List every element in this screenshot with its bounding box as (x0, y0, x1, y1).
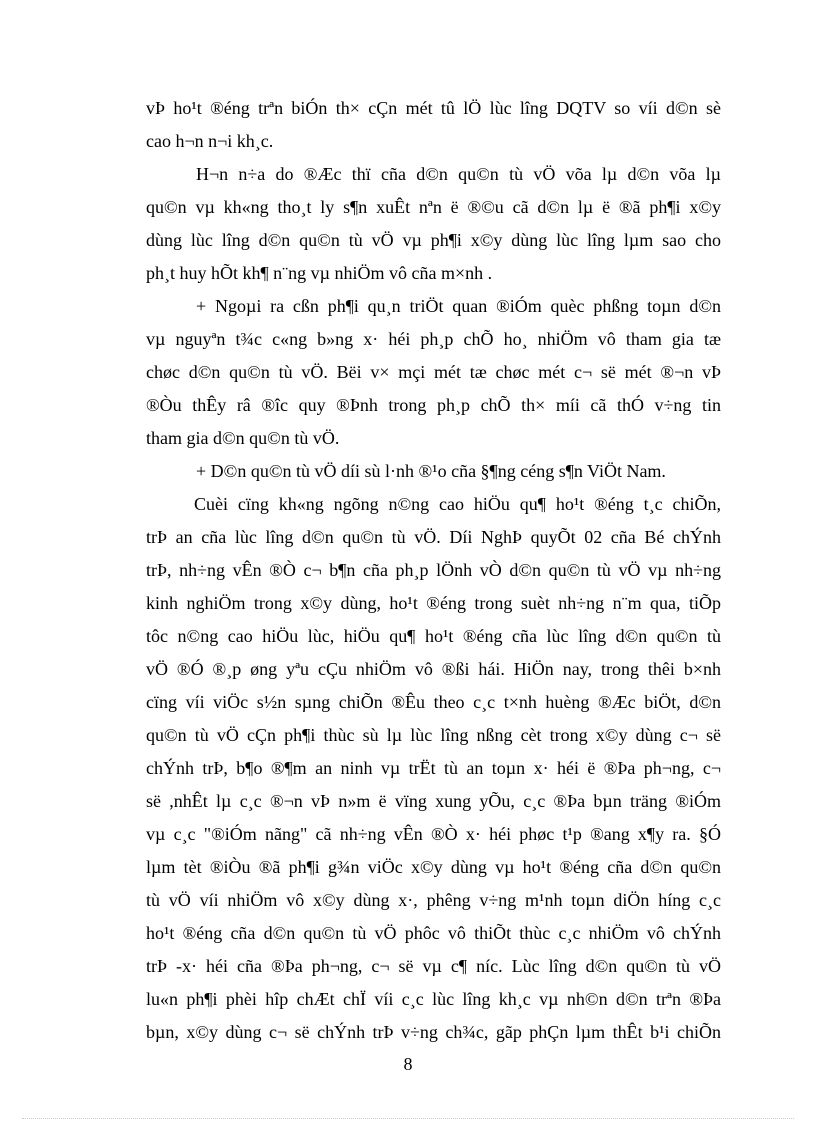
text-line: ®Òu thÊy râ ®îc quy ®Þnh trong ph¸p chÕ th× míi cã thÓ v÷ng tin (146, 395, 721, 415)
text-line: trÞ -x· héi cña ®Þa ph¬ng, c¬ së vµ c¶ níc. Lùc lîng d©n qu©n tù vÖ (146, 956, 721, 976)
text-line: tù vÖ víi nhiÖm vô x©y dùng x·, phêng v÷ng m¹nh toµn diÖn híng c¸c (146, 890, 721, 910)
text-line: chÝnh trÞ, b¶o ®¶m an ninh vµ trËt tù an toµn x· héi ë ®Þa ph¬ng, c¬ (146, 758, 721, 778)
text-line: së ,nhÊt lµ c¸c ®¬n vÞ n»m ë vïng xung yÕu, c¸c ®Þa bµn träng ®iÓm (146, 791, 721, 811)
text-line: vÞ ho¹t ®éng trªn biÓn th× cÇn mét tû lÖ lùc lîng DQTV so víi d©n sè (146, 98, 721, 118)
text-line: cao h¬n n¬i kh¸c. (146, 131, 274, 151)
text-line: dùng lùc lîng d©n qu©n tù vÖ vµ ph¶i x©y dùng lùc lîng lµm sao cho (146, 230, 721, 250)
text-line: vµ c¸c "®iÓm nãng" cã nh÷ng vÊn ®Ò x· héi phøc t¹p ®ang x¶y ra. §Ó (146, 824, 721, 844)
text-line: chøc d©n qu©n tù vÖ. Bëi v× mçi mét tæ chøc mét c¬ së mét ®¬n vÞ (146, 362, 721, 382)
text-line: vÖ ®Ó ®¸p øng yªu cÇu nhiÖm vô ®ßi hái. HiÖn nay, trong thêi b×nh (146, 659, 721, 679)
text-line: cïng víi viÖc s½n sµng chiÕn ®Êu theo c¸c t×nh huèng ®Æc biÖt, d©n (146, 692, 721, 712)
text-line: + Ngoµi ra cßn ph¶i qu¸n triÖt quan ®iÓm quèc phßng toµn d©n (196, 296, 721, 316)
text-line: qu©n tù vÖ cÇn ph¶i thùc sù lµ lùc lîng nßng cèt trong x©y dùng c¬ së (146, 725, 721, 745)
text-line: kinh nghiÖm trong x©y dùng, ho¹t ®éng trong suèt nh÷ng n¨m qua, tiÕp (146, 593, 721, 613)
text-line: ph¸t huy hÕt kh¶ n¨ng vµ nhiÖm vô cña m×nh . (146, 263, 493, 283)
text-line: + D©n qu©n tù vÖ díi sù l·nh ®¹o cña §¶ng céng s¶n ViÖt Nam. (196, 461, 666, 481)
footer-divider (22, 1118, 794, 1119)
text-line: lu«n ph¶i phèi hîp chÆt chÏ víi c¸c lùc lîng kh¸c vµ nh©n d©n trªn ®Þa (146, 989, 721, 1009)
text-line: ho¹t ®éng cña d©n qu©n tù vÖ phôc vô thiÕt thùc c¸c nhiÖm vô chÝnh (146, 923, 721, 943)
text-line: trÞ, nh÷ng vÊn ®Ò c¬ b¶n cña ph¸p lÖnh vÒ d©n qu©n tù vÖ vµ nh÷ng (146, 560, 721, 580)
text-line: Cuèi cïng kh«ng ngõng n©ng cao hiÖu qu¶ ho¹t ®éng t¸c chiÕn, (194, 494, 721, 514)
text-line: lµm tèt ®iÒu ®ã ph¶i g¾n viÖc x©y dùng vµ ho¹t ®éng cña d©n qu©n (146, 857, 721, 877)
text-line: trÞ an cña lùc lîng d©n qu©n tù vÖ. Díi NghÞ quyÕt 02 cña Bé chÝnh (146, 527, 721, 547)
text-line: tham gia d©n qu©n tù vÖ. (146, 428, 340, 448)
text-line: tôc n©ng cao hiÖu lùc, hiÖu qu¶ ho¹t ®éng cña lùc lîng d©n qu©n tù (146, 626, 721, 646)
text-line: qu©n vµ kh«ng tho¸t ly s¶n xuÊt nªn ë ®©u cã d©n lµ ë ®ã ph¶i x©y (146, 197, 721, 217)
page-number: 8 (403, 1054, 413, 1074)
text-line: vµ nguyªn t¾c c«ng b»ng x· héi ph¸p chÕ ho¸ nhiÖm vô tham gia tæ (146, 329, 721, 349)
text-line: bµn, x©y dùng c¬ së chÝnh trÞ v÷ng ch¾c, gãp phÇn lµm thÊt b¹i chiÕn (146, 1022, 721, 1042)
text-line: H¬n n÷a do ®Æc thï cña d©n qu©n tù vÖ võa lµ d©n võa lµ (196, 164, 721, 184)
page-body (146, 92, 721, 1049)
